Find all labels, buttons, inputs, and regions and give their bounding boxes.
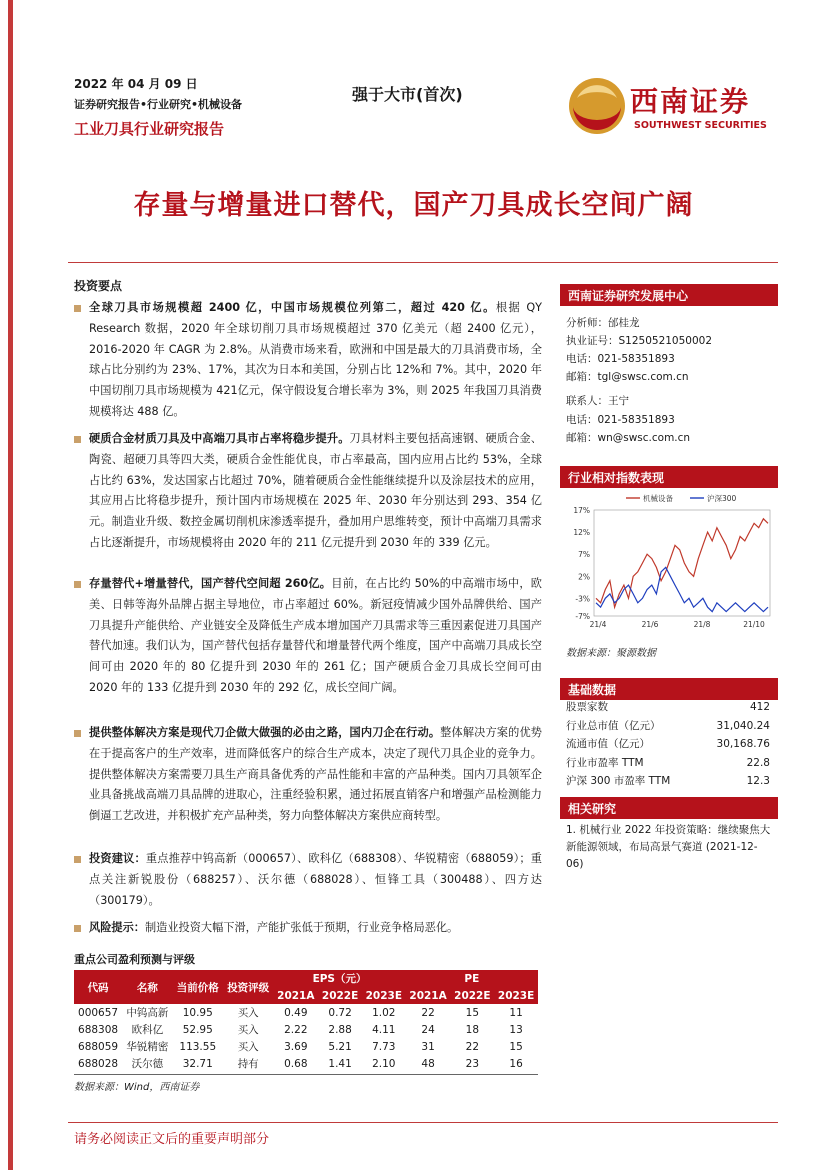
basic-data-row — [566, 772, 770, 791]
table-cell: 3.69 — [284, 1040, 308, 1053]
table-cell: 10.95 — [182, 1006, 213, 1019]
y-tick-label: -7% — [575, 612, 590, 621]
row-label: 行业总市值（亿元） — [566, 719, 661, 732]
table-cell: 31 — [421, 1040, 435, 1053]
col-rating: 投资评级 — [223, 970, 273, 1004]
table-cell: 0.72 — [328, 1006, 352, 1019]
table-cell: 2.22 — [284, 1023, 308, 1036]
research-center-header: 西南证券研究发展中心 — [560, 284, 778, 306]
table-cell: 4.11 — [372, 1023, 396, 1036]
row-value: 12.3 — [746, 775, 770, 787]
main-title: 存量与增量进口替代，国产刀具成长空间广阔 — [133, 190, 694, 221]
table-cell: 买入 — [237, 1007, 259, 1019]
contact-email[interactable]: 邮箱：wn@swsc.com.cn — [566, 432, 691, 444]
table-row — [74, 1055, 538, 1072]
table-title: 重点公司盈利预测与评级 — [74, 953, 195, 966]
col-code: 代码 — [74, 970, 122, 1004]
bullet-icon — [74, 436, 81, 443]
table-cell: 2.10 — [372, 1057, 396, 1070]
col-year: 2022E — [318, 987, 362, 1004]
x-tick-label: 21/8 — [693, 620, 711, 629]
table-cell: 32.71 — [182, 1057, 213, 1070]
related-research-item[interactable]: 1. 机械行业 2022 年投资策略：继续聚焦大新能源领域，布局高景气赛道 (2021-12-06) — [566, 824, 771, 870]
table-source: 数据来源：Wind，西南证券 — [74, 1082, 200, 1093]
point-lead: 硬质合金材质刀具及中高端刀具市占率将稳步提升。 — [89, 432, 350, 445]
table-cell: 1.02 — [372, 1006, 396, 1019]
table-cell: 22 — [421, 1006, 435, 1019]
summary-point-4 — [74, 723, 542, 827]
col-price: 当前价格 — [173, 970, 223, 1004]
table-cell: 000657 — [78, 1006, 119, 1019]
section-title: 投资要点 — [74, 279, 123, 293]
y-tick-label: 17% — [573, 506, 590, 515]
table-cell: 中钨高新 — [126, 1007, 169, 1019]
contact-name: 联系人：王宁 — [566, 395, 629, 407]
col-name: 名称 — [122, 970, 172, 1004]
col-eps: EPS（元） — [273, 970, 405, 987]
point-body: 根据 QY Research 数据，2020 年全球切削刀具市场规模超过 370 亿美元（超 2400 亿元），2016-2020 年 CAGR 为 2.8%。从消费市场来看，欧洲和中国是最大的刀具消费市场，全球占比分别约为 23%、17%，其次为日本和美国，分别占比 12%和 7%。其中，2020 年中国切削刀具市场规模为 421亿元，保守假设复合增长率为 3%，则 2025 年我国刀具消费规模将达 488 亿。 — [89, 301, 542, 418]
chart-source: 数据来源：聚源数据 — [566, 648, 656, 659]
point-lead: 存量替代+增量替代，国产替代空间超 260亿。 — [89, 577, 332, 590]
point-lead: 投资建议： — [89, 852, 146, 865]
header-divider — [68, 262, 778, 263]
row-value: 30,168.76 — [716, 738, 770, 750]
point-lead: 提供整体解决方案是现代刀企做大做强的必由之路，国内刀企在行动。 — [89, 726, 441, 739]
chart-grid — [594, 510, 770, 616]
table-cell: 买入 — [237, 1041, 259, 1053]
legend-label: 沪深300 — [707, 494, 737, 503]
bullet-icon — [74, 730, 81, 737]
row-label: 流通市值（亿元） — [566, 738, 650, 750]
table-cell: 5.21 — [328, 1040, 352, 1053]
table-cell: 欧科亿 — [131, 1024, 164, 1036]
analyst-name: 分析师：邰桂龙 — [566, 317, 640, 329]
table-cell: 688059 — [78, 1040, 119, 1053]
table-cell: 1.41 — [328, 1057, 352, 1070]
bullet-icon — [74, 581, 81, 588]
chart-lines — [596, 519, 768, 612]
table-cell: 7.73 — [372, 1040, 396, 1053]
basic-data-row — [566, 754, 770, 773]
footer-disclaimer[interactable]: 请务必阅读正文后的重要声明部分 — [74, 1132, 270, 1147]
table-cell: 沃尔德 — [131, 1058, 164, 1070]
bullet-icon — [74, 856, 81, 863]
chart-ticks — [573, 506, 765, 629]
basic-data-row — [566, 717, 770, 736]
col-year: 2021A — [273, 987, 318, 1004]
row-value: 412 — [749, 701, 770, 713]
y-tick-label: 12% — [573, 528, 590, 538]
table-cell: 13 — [509, 1023, 523, 1036]
point-body: 目前，在占比约 50%的中高端市场中，欧美、日韩等海外品牌占据主导地位，市占率超过 60%。新冠疫情减少国外品牌供给、国产刀具提升产能供给、产业链安全及降低生产成本增加国产刀具需求等三重因素促进刀具国产替代加速。我们认为，国产替代包括存量替代和增量替代两个维度，国产中高端刀具成长空间可由 2020 年的 80 亿提升到 2030 年的 261 亿；国产硬质合金刀具成长空间可由 2020 年的 133 亿提升到 2030 年的 292 亿，成长空间广阔。 — [89, 577, 542, 694]
col-year: 2023E — [362, 987, 406, 1004]
y-tick-label: -3% — [575, 594, 590, 604]
table-cell: 24 — [421, 1023, 435, 1036]
contact-phone: 电话：021-58351893 — [566, 414, 675, 426]
col-pe: PE — [406, 970, 538, 987]
row-label: 股票家数 — [566, 701, 608, 713]
x-tick-label: 21/10 — [743, 620, 765, 629]
basic-data-row — [566, 735, 770, 754]
table-row — [74, 1021, 538, 1038]
col-year: 2022E — [451, 987, 495, 1004]
table-cell: 48 — [421, 1057, 435, 1070]
report-type: 证券研究报告•行业研究•机械设备 — [74, 98, 243, 111]
table-cell: 688308 — [78, 1023, 119, 1036]
x-tick-label: 21/6 — [641, 620, 659, 629]
point-lead: 全球刀具市场规模超 2400 亿，中国市场规模位列第二，超过 420 亿。 — [89, 301, 496, 314]
analyst-cert: 执业证号：S1250521050002 — [566, 335, 713, 347]
table-cell: 11 — [509, 1006, 523, 1019]
point-body: 整体解决方案的优势在于提高客户的生产效率，进而降低客户的综合生产成本，决定了现代刀具企业的竞争力。提供整体解决方案需要刀具生产商具备优秀的产品性能和丰富的产品种类。国内刀具领军企业具备挑战高端刀具品牌的进取心，注重经验积累，通过拓展直销客户和增强产品检测能力倒逼工艺改进，并积极扩充产品种类，努力向整体解决方案供应商转型。 — [89, 726, 542, 823]
summary-point-5 — [74, 849, 542, 911]
table-cell: 22 — [465, 1040, 480, 1053]
bullet-icon — [74, 925, 81, 932]
table-cell: 15 — [509, 1040, 523, 1053]
basic-data-table — [566, 698, 770, 791]
col-year: 2023E — [494, 987, 538, 1004]
table-cell: 持有 — [237, 1058, 259, 1070]
logo-text: 西南证券 — [630, 85, 751, 118]
y-tick-label: 7% — [578, 550, 590, 560]
table-cell: 华锐精密 — [126, 1041, 169, 1053]
point-body: 制造业投资大幅下滑，产能扩张低于预期，行业竞争格局恶化。 — [144, 921, 459, 934]
table-divider — [74, 1074, 538, 1075]
table-cell: 15 — [465, 1006, 480, 1019]
table-row — [74, 1004, 538, 1021]
table-cell: 688028 — [78, 1057, 119, 1070]
table-cell: 23 — [465, 1057, 480, 1070]
bullet-icon — [74, 305, 81, 312]
table-cell: 2.88 — [328, 1023, 352, 1036]
legend-label: 机械设备 — [643, 494, 673, 503]
chart-section-header: 行业相对指数表现 — [560, 466, 778, 488]
earnings-forecast-table — [74, 970, 538, 1072]
y-tick-label: 2% — [578, 572, 590, 582]
report-date: 2022 年 04 月 09 日 — [74, 77, 198, 91]
row-value: 22.8 — [746, 756, 770, 769]
row-value: 31,040.24 — [716, 719, 770, 732]
left-accent-bar — [8, 0, 13, 1170]
summary-point-2 — [74, 429, 542, 554]
row-label: 行业市盈率 TTM — [566, 756, 644, 769]
basic-data-header: 基础数据 — [560, 678, 778, 700]
basic-data-row — [566, 698, 770, 717]
analyst-email[interactable]: 邮箱：tgl@swsc.com.cn — [566, 371, 689, 383]
summary-point-3 — [74, 574, 542, 699]
relative-index-chart — [560, 488, 778, 638]
point-body: 刀具材料主要包括高速钢、硬质合金、陶瓷、超硬刀具等四大类，硬质合金性能优良，市占率最高，国内应用占比约 53%，全球占比约 63%，发达国家占比超过 70%，随着硬质合金性能继续提升以及涂层技术的应用，其应用占比将稳步提升，预计国内市场规模在 2025 年、2030 年分别达到 293、354 亿元。制造业升级、数控金属切削机床渗透率提升，叠加用户思维转变，预计中高端刀具需求占比逐渐提升，市场规模将由 2020 年的 211 亿元提升到 2030 年的 339 亿元。 — [89, 432, 542, 549]
related-research-header: 相关研究 — [560, 797, 778, 819]
table-cell: 0.49 — [284, 1006, 308, 1019]
logo-english: SOUTHWEST SECURITIES — [634, 120, 767, 131]
table-cell: 18 — [465, 1023, 480, 1036]
chart-legend — [626, 493, 737, 503]
summary-point-1 — [74, 298, 542, 423]
col-year: 2021A — [406, 987, 451, 1004]
table-cell: 0.68 — [284, 1057, 308, 1070]
analyst-phone: 电话：021-58351893 — [566, 353, 675, 365]
industry-title: 工业刀具行业研究报告 — [74, 120, 225, 138]
point-lead: 风险提示： — [89, 921, 145, 934]
rating: 强于大市(首次) — [352, 85, 463, 104]
footer-divider — [68, 1122, 778, 1123]
point-body: 重点推荐中钨高新（000657）、欧科亿（688308）、华锐精密（688059）；重点关注新锐股份（688257）、沃尔德（688028）、恒锋工具（300488）、四方达（300179）。 — [89, 852, 542, 907]
summary-point-6 — [74, 918, 542, 939]
table-row — [74, 1038, 538, 1055]
table-cell: 买入 — [237, 1024, 259, 1036]
table-cell: 16 — [509, 1057, 523, 1070]
x-tick-label: 21/4 — [589, 620, 607, 629]
row-label: 沪深 300 市盈率 TTM — [566, 775, 671, 787]
table-cell: 52.95 — [182, 1023, 213, 1036]
table-cell: 113.55 — [179, 1040, 217, 1053]
plot-frame — [594, 510, 770, 616]
